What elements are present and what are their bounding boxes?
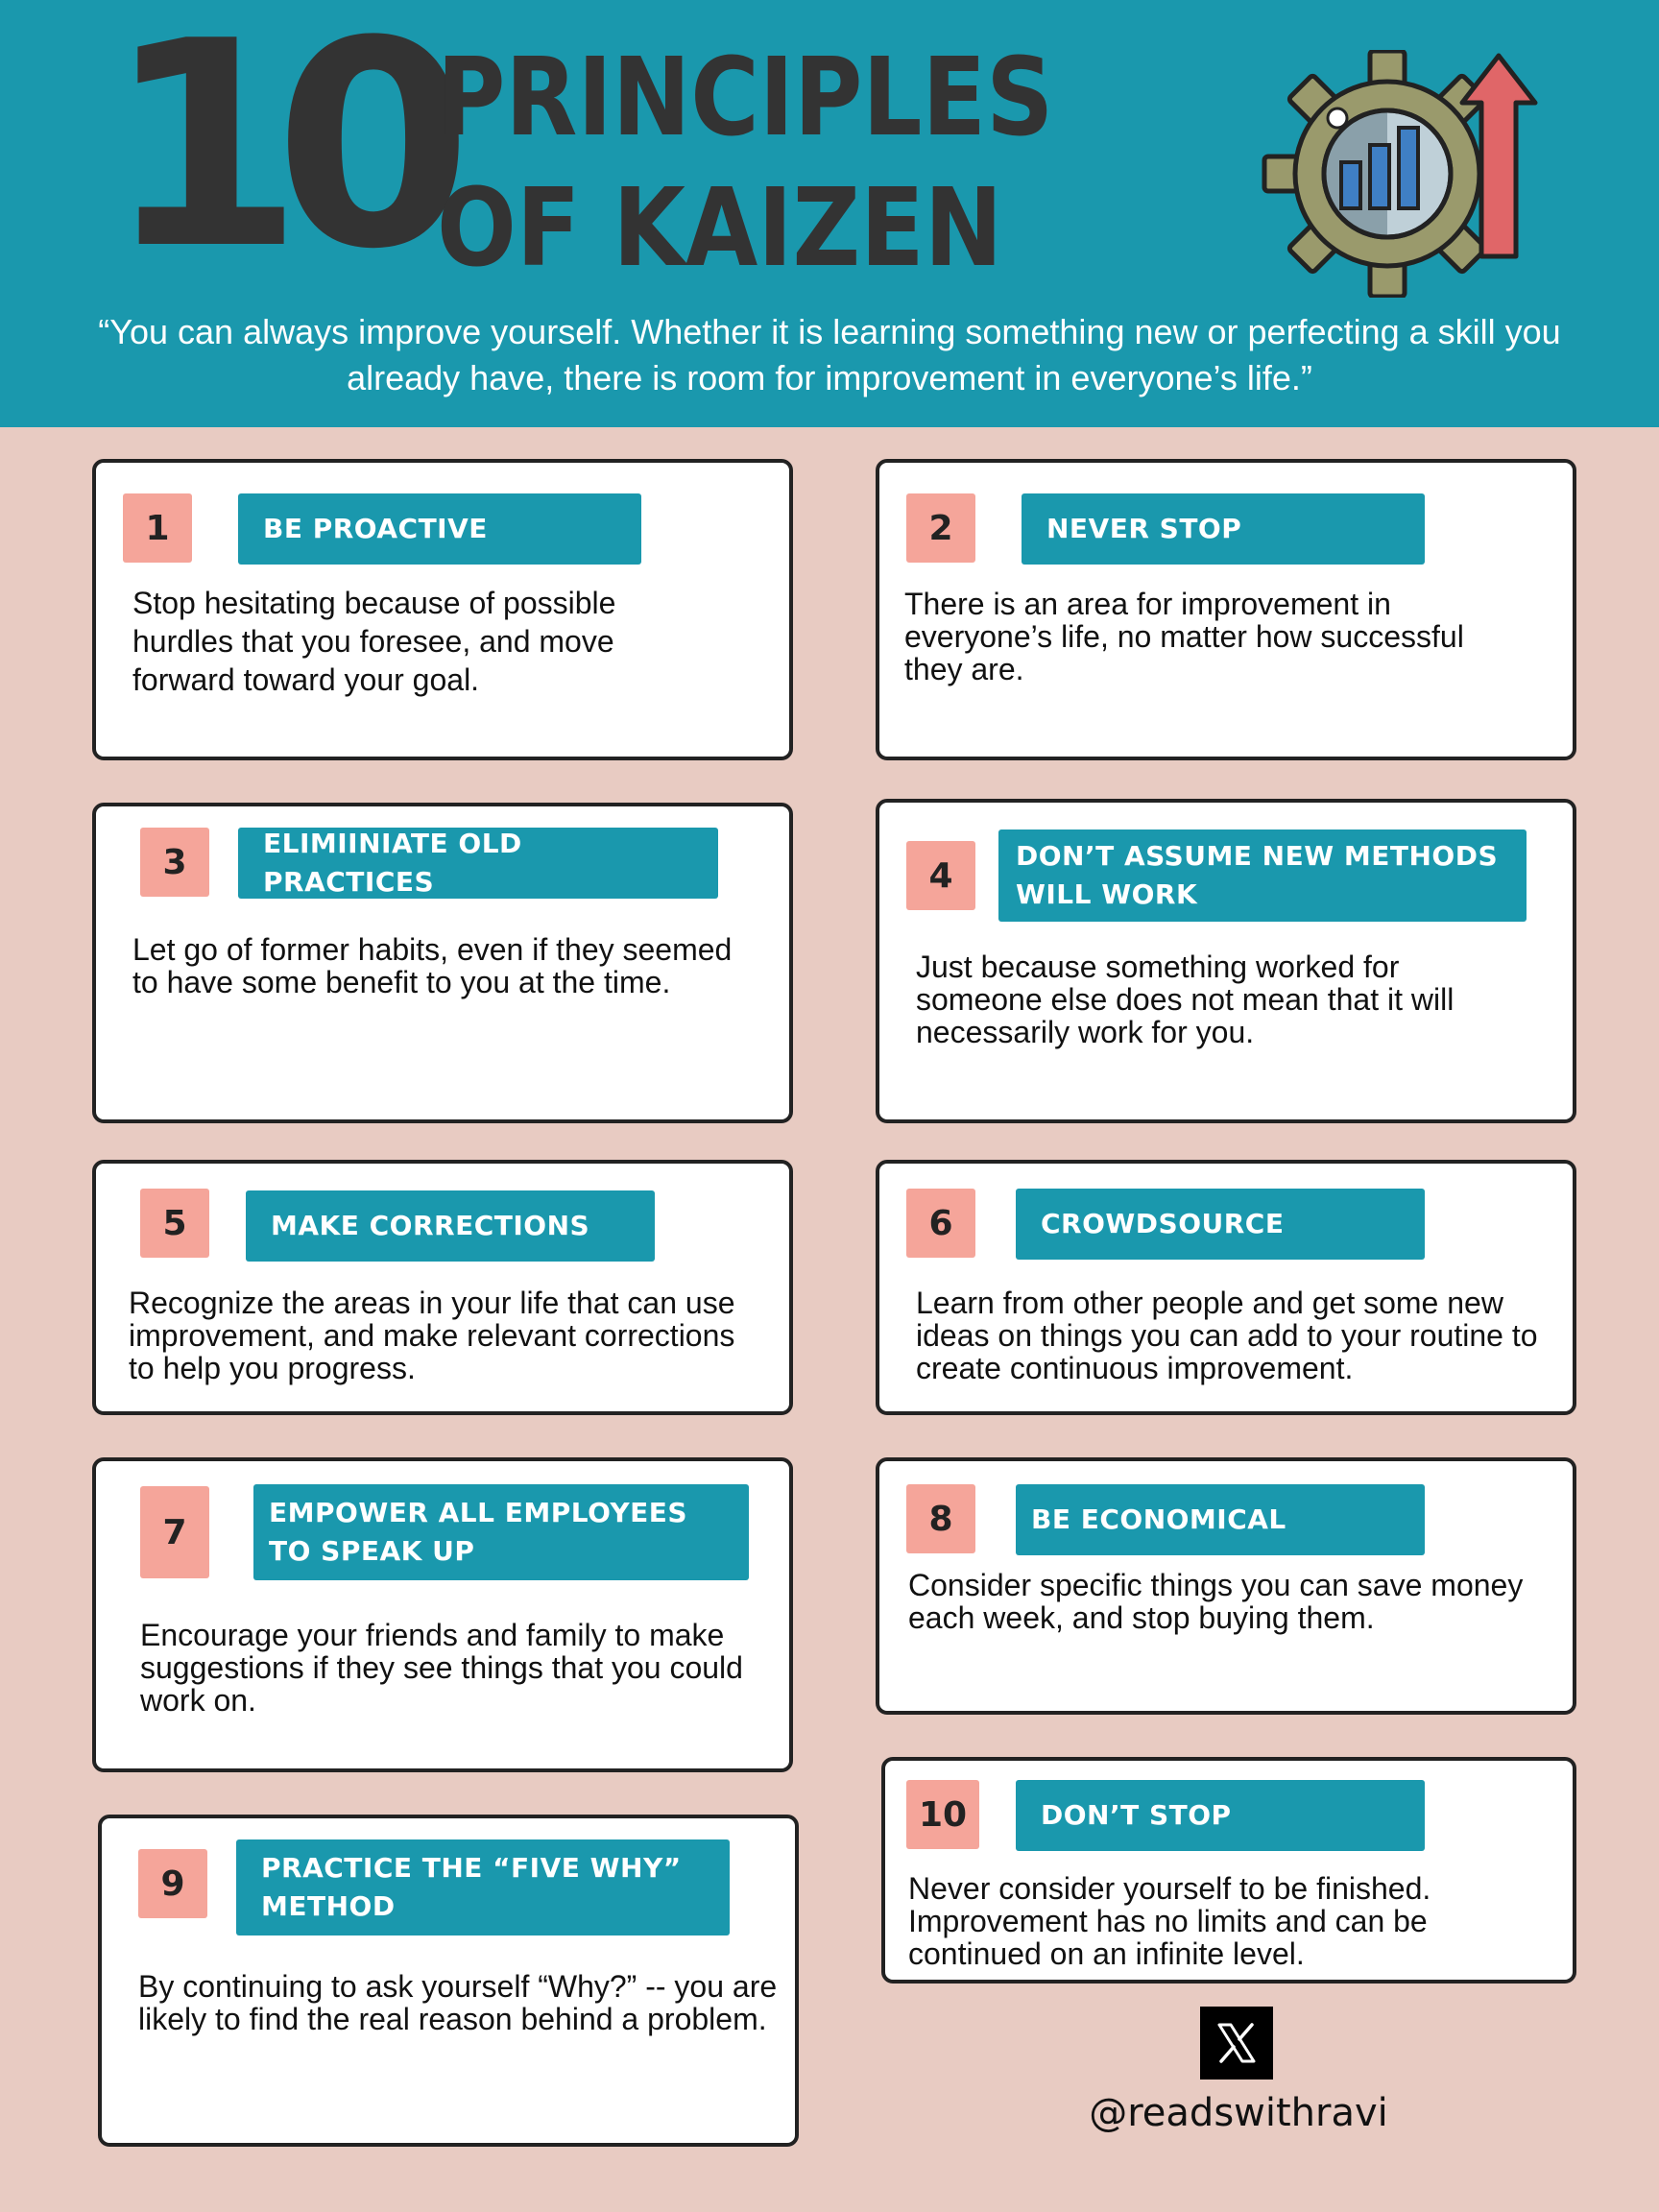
principle-text-1: Stop hesitating because of possible hurdles that you foresee, and move forward toward your goal.: [132, 586, 616, 697]
principle-title-1: BE PROACTIVE: [238, 493, 641, 565]
principle-number-1: 1: [123, 493, 192, 563]
principle-text-8: Consider specific things you can save money each week, and stop buying them.: [908, 1568, 1524, 1635]
principle-card-1: [92, 459, 793, 760]
principle-text-5: Recognize the areas in your life that can use improvement, and make relevant corrections to help you progress.: [129, 1286, 735, 1385]
principle-text-10: Never consider yourself to be finished. Improvement has no limits and can be continued on an infinite level.: [908, 1871, 1431, 1971]
header-banner: [0, 0, 1659, 427]
principle-card-10: [881, 1757, 1576, 1984]
principle-card-3: [92, 803, 793, 1123]
principle-number-2: 2: [906, 493, 975, 563]
principle-title-10: DON’T STOP: [1016, 1780, 1425, 1851]
principle-title-4: DON’T ASSUME NEW METHODS WILL WORK: [998, 830, 1527, 922]
principle-card-7: [92, 1457, 793, 1772]
title-line-1: PRINCIPLES: [437, 36, 1054, 160]
principle-card-2: [876, 459, 1576, 760]
principle-number-6: 6: [906, 1189, 975, 1258]
principle-title-8: BE ECONOMICAL: [1016, 1484, 1425, 1555]
principle-number-8: 8: [906, 1484, 975, 1553]
x-logo-icon[interactable]: [1200, 2007, 1273, 2080]
principle-text-2: There is an area for improvement in everyone’s life, no matter how successful they are.: [904, 587, 1464, 686]
principle-text-9: By continuing to ask yourself “Why?” -- you are likely to find the real reason behind a problem.: [138, 1969, 778, 2036]
gear-growth-chart-icon: [1253, 50, 1552, 298]
x-glyph-icon: [1214, 2020, 1260, 2066]
principle-title-6: CROWDSOURCE: [1016, 1189, 1425, 1260]
principle-number-3: 3: [140, 828, 209, 897]
principle-title-9: PRACTICE THE “FIVE WHY” METHOD: [236, 1839, 730, 1936]
principle-text-6: Learn from other people and get some new ideas on things you can add to your routine to create continuous improvement.: [916, 1286, 1538, 1385]
principle-title-2: NEVER STOP: [1022, 493, 1425, 565]
principle-card-8: [876, 1457, 1576, 1715]
principle-card-5: [92, 1160, 793, 1415]
principle-card-6: [876, 1160, 1576, 1415]
principle-text-3: Let go of former habits, even if they seemed to have some benefit to you at the time.: [132, 932, 733, 999]
principle-title-5: MAKE CORRECTIONS: [246, 1190, 655, 1262]
principle-card-9: [98, 1815, 799, 2147]
title-number: 10: [106, 0, 444, 311]
principle-number-9: 9: [138, 1849, 207, 1918]
kaizen-quote: “You can always improve yourself. Whether it is learning something new or perfecting a skill you already have, there is room for improvement in everyone’s life.”: [98, 312, 1561, 397]
principle-number-4: 4: [906, 841, 975, 910]
principle-title-3: ELIMIINIATE OLD PRACTICES: [238, 828, 718, 899]
principle-text-7: Encourage your friends and family to make suggestions if they see things that you could work on.: [140, 1618, 743, 1718]
principle-title-7: EMPOWER ALL EMPLOYEES TO SPEAK UP: [253, 1484, 749, 1580]
principle-text-4: Just because something worked for someone else does not mean that it will necessarily work for you.: [916, 950, 1455, 1049]
principle-number-5: 5: [140, 1189, 209, 1258]
principle-card-4: [876, 799, 1576, 1123]
principle-number-10: 10: [906, 1780, 979, 1849]
social-handle[interactable]: @readswithravi: [1089, 2091, 1388, 2135]
title-line-2: OF KAIZEN: [437, 166, 1003, 291]
principle-number-7: 7: [140, 1486, 209, 1578]
